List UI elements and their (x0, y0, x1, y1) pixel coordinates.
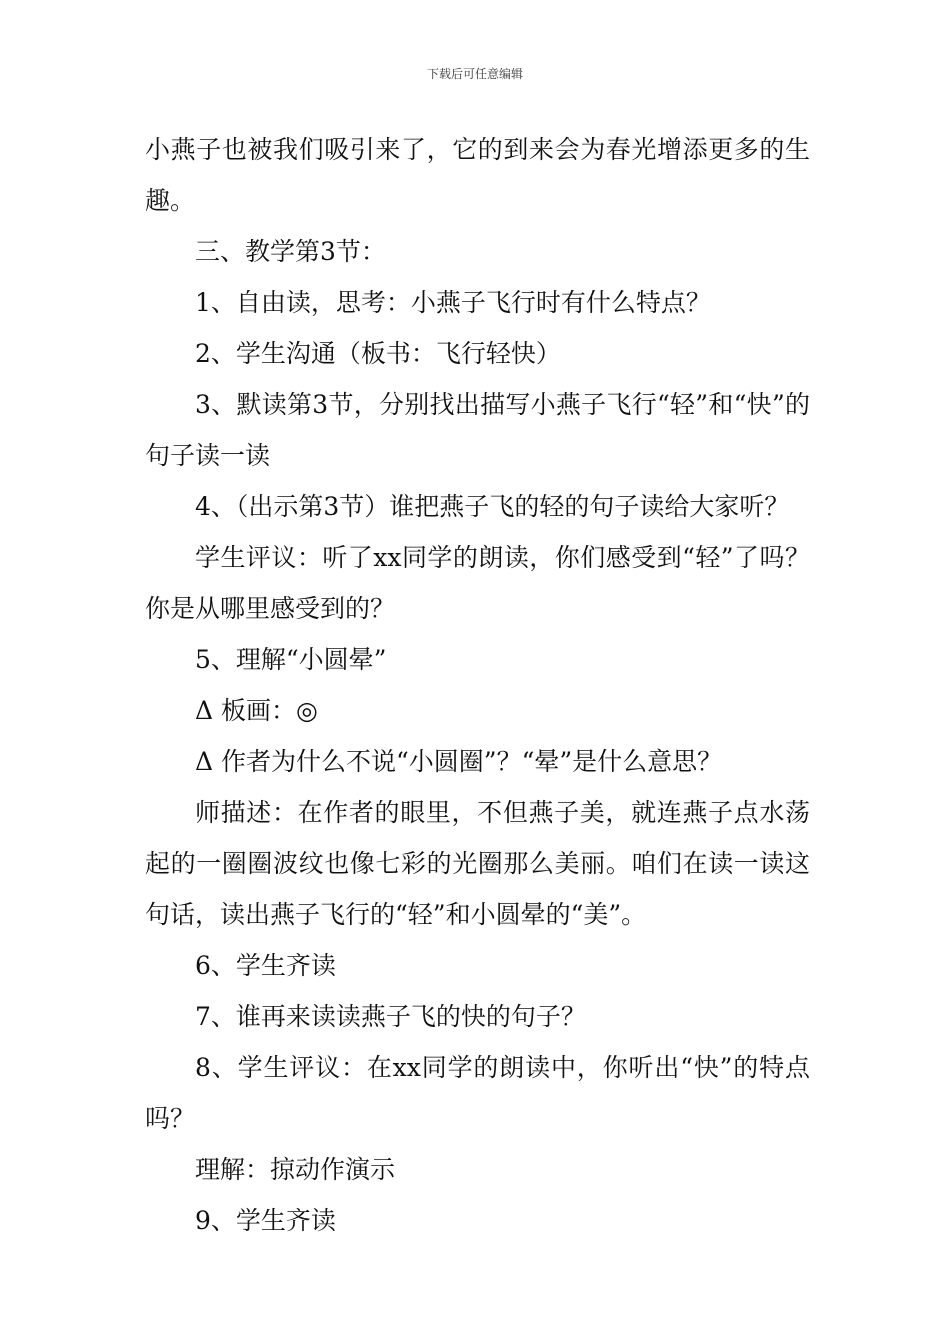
paragraph: Δ 板画：◎ (195, 696, 318, 725)
paragraph: 师描述：在作者的眼里，不但燕子美，就连燕子点水荡起的一圈圈波纹也像七彩的光圈那么美丽。咱们在读一读这句话，读出燕子飞行的“轻”和小圆晕的“美”。 (145, 798, 810, 929)
document-body (145, 124, 810, 1246)
paragraph: 学生评议：听了xx同学的朗读，你们感受到“轻”了吗？你是从哪里感受到的？ (145, 543, 810, 623)
paragraph: 7、谁再来读读燕子飞的快的句子？ (195, 1002, 586, 1031)
paragraph: 9、学生齐读 (195, 1206, 336, 1235)
paragraph: 3、默读第3节，分别找出描写小燕子飞行“轻”和“快”的句子读一读 (145, 390, 810, 470)
paragraph: 1、自由读，思考：小燕子飞行时有什么特点？ (195, 288, 711, 317)
paragraph: 理解：掠动作演示 (195, 1155, 396, 1184)
paragraph: 5、理解“小圆晕” (195, 645, 387, 674)
paragraph: 8、学生评议：在xx同学的朗读中，你听出“快”的特点吗？ (145, 1053, 810, 1133)
paragraph: 小燕子也被我们吸引来了，它的到来会为春光增添更多的生趣。 (145, 135, 810, 215)
paragraph: Δ 作者为什么不说“小圆圈”？“晕”是什么意思？ (195, 747, 723, 776)
section-heading: 三、教学第3节： (195, 237, 386, 266)
page-header: 下载后可任意编辑 (426, 67, 523, 81)
paragraph: 2、学生沟通（板书：飞行轻快） (195, 339, 561, 368)
paragraph: 4、（出示第3节）谁把燕子飞的轻的句子读给大家听？ (195, 492, 790, 521)
paragraph: 6、学生齐读 (195, 951, 336, 980)
